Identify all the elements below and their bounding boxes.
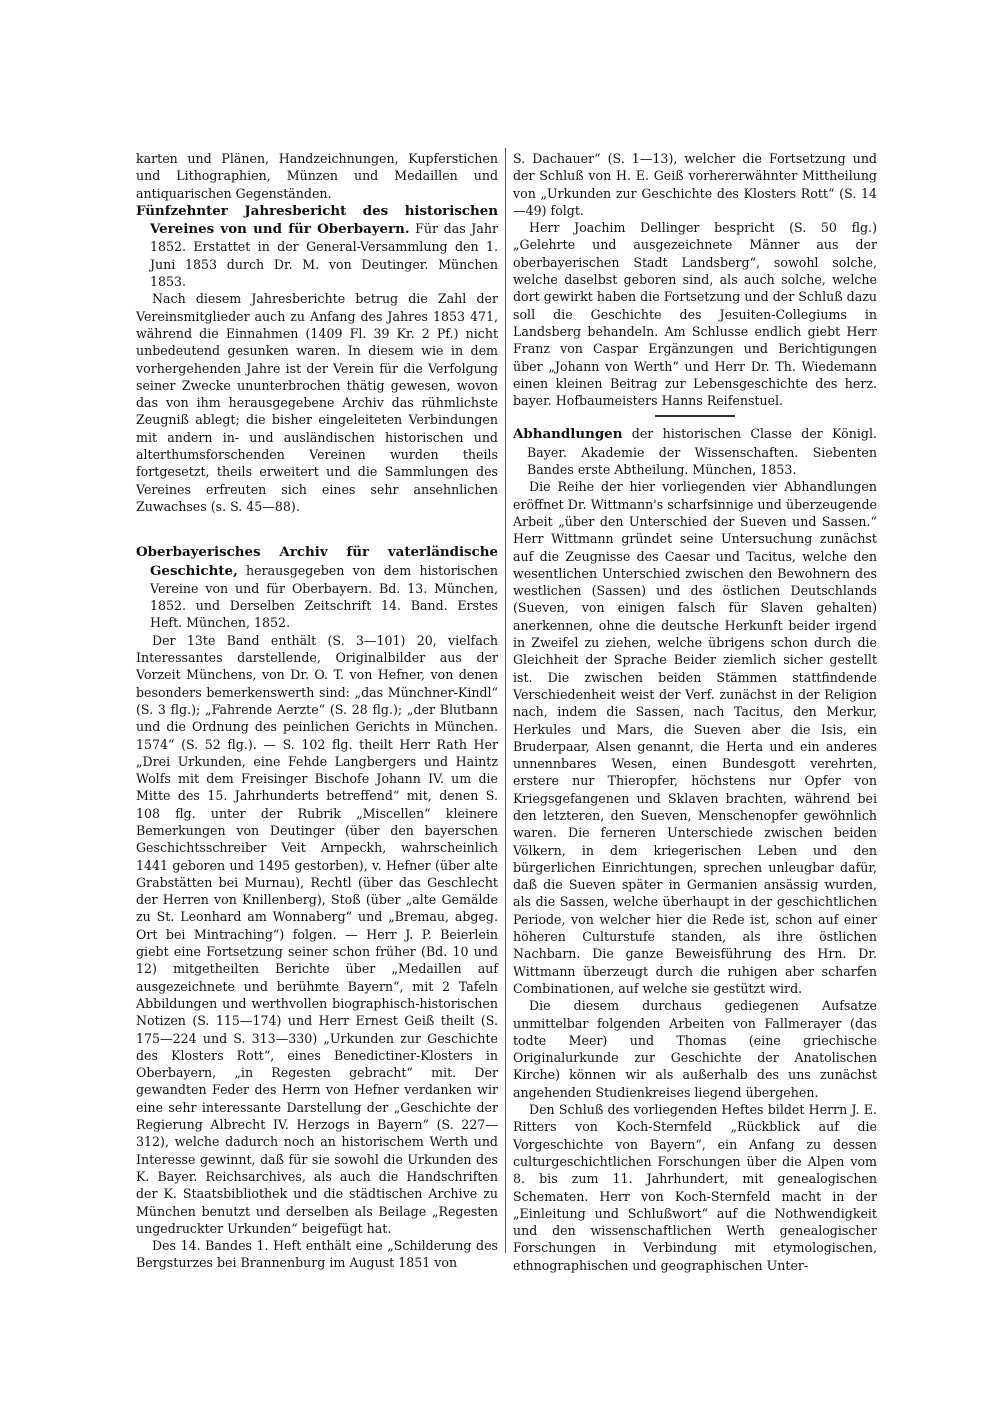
abhandlungen-title: Abhandlungen [513,426,623,443]
paragraph: karten und Plänen, Handzeichnungen, Kupferstichen und Lithographien, Münzen und Medaillen und antiquarischen Gegenständen. [136,151,498,201]
paragraph: Die diesem durchaus gediegenen Aufsatze unmittelbar folgenden Arbeiten von Fallmerayer (das todte Meer) und Thomas (eine griechische Originalurkunde zur Geschichte der Anatolischen Kirche) können wir als außerhalb des uns zunächst angehenden Studienkreises liegend übergehen. [513,998,877,1100]
paragraph: Die Reihe der hier vorliegenden vier Abhandlungen eröffnet Dr. Wittmann's scharfsinnige und überzeugende Arbeit „über den Unterschied der Sueven und Sassen.“ Herr Wittmann gründet seine Untersuchung zunächst auf die Zeugnisse des Caesar und Tacitus, welche den wesentlichen Unterschied zwischen den Bewohnern des westlichen (Sassen) und des östlichen Deutschlands (Sueven, von einigen falsch für Slaven gehalten) anerkennen, ohne die deutsche Herkunft beider irgend in Zweifel zu ziehen, welche übrigens schon durch die Gleichheit der Sprache Beider ziemlich sicher gestellt ist. Die zwischen beiden Stämmen stattfindende Verschiedenheit weist der Verf. zunächst in der Religion nach, indem die Sassen, nach Tacitus, den Merkur, Herkules und Mars, die Sueven aber die Isis, ein Bruderpaar, Alsen genannt, die Herta und ein anderes unnennbares Wesen, einen Bundesgott verehrten, erstere nur Thieropfer, höchstens nur Opfer von Kriegsgefangenen und Sklaven brachten, während bei den letzteren, den Sueven, Menschenopfer gewöhnlich waren. Die ferneren Unterschiede zwischen beiden Völkern, in dem kriegerischen Leben und den bürgerlichen Einrichtungen, sprechen unleugbar dafür, daß die Sueven später in Germanien ansässig wurden, als die Sassen, welche überhaupt in der geschichtlichen Periode, von welcher hier die Rede ist, schon auf einer höheren Culturstufe standen, als ihre östlichen Nachbarn. Die ganze Beweisführung des Hrn. Dr. Wittmann überzeugt durch die ruhigen aber scharfen Combinationen, auf welche sie gestützt wird. [513,479,877,996]
left-column [136,150,498,1272]
archiv-title: Oberbayerisches Archiv für vaterländische Geschichte, [136,544,498,579]
paragraph: S. Dachauer“ (S. 1—13), welcher die Fortsetzung und der Schluß von H. E. Geiß vorhererwähnter Mittheilung von „Urkunden zur Geschichte des Klosters Rott“ (S. 14—49) folgt. [513,151,877,218]
column-divider [505,148,506,1253]
right-column [513,150,877,1274]
report-entry [136,202,498,290]
paragraph: Herr Joachim Dellinger bespricht (S. 50 flg.) „Gelehrte und ausgezeichnete Männer aus der oberbayerischen Stadt Landsberg“, sowohl solche, welche daselbst geboren sind, als auch solche, welche dort gewirkt haben die Fortsetzung und der Schluß dazu soll die Geschichte des Jesuiten-Collegiums in Landsberg behandeln. Am Schlusse endlich giebt Herr Franz von Caspar Ergänzungen und Berichtigungen über „Johann von Werth“ und Herr Dr. Th. Wiedemann einen kleinen Beitrag zur Lebensgeschichte des herz. bayer. Hofbaumeisters Hanns Reifenstuel. [513,220,877,409]
spacer [136,515,498,543]
section-rule [655,415,735,417]
paragraph: Nach diesem Jahresberichte betrug die Zahl der Vereinsmitglieder auch zu Anfang des Jahres 1853 471, während die Einnahmen (1409 Fl. 39 Kr. 2 Pf.) nicht unbedeutend gesunken waren. In diesem wie in dem vorhergehenden Jahre ist der Verein für die Verfolgung seiner Zwecke ununterbrochen thätig gewesen, wovon das von ihm herausgegebene Archiv das rühmlichste Zeugniß ablegt; die bisher eingeleiteten Verbindungen mit andern in- und ausländischen historischen und alterthumsforschenden Vereinen wurden theils fortgesetzt, theils erweitert und die Sammlungen des Vereines erfreuten sich eines sehr ansehnlichen Zuwachses (s. S. 45—88). [136,291,498,514]
archiv-entry [136,543,498,631]
paragraph: Des 14. Bandes 1. Heft enthält eine „Schilderung des Bergsturzes bei Brannenburg im August 1851 von [136,1238,498,1271]
paragraph: Den Schluß des vorliegenden Heftes bildet Herrn J. E. Ritters von Koch-Sternfeld „Rückblick auf die Vorgeschichte von Bayern“, ein Anfang zu dessen culturgeschichtlichen Forschungen über die Alpen vom 8. bis zum 11. Jahrhundert, mit genealogischen Schematen. Herr von Koch-Sternfeld macht in der „Einleitung und Schlußwort“ auf die Nothwendigkeit und den wissenschaftlichen Werth genealogischer Forschungen in Verbindung mit etymologischen, ethnographischen und geographischen Unter- [513,1102,877,1273]
report-subtitle: Für das Jahr 1852. Erstattet in der General-Versammlung den 1. Juni 1853 durch Dr. M. von Deutinger. München 1853. [150,221,498,290]
abhandlungen-subtitle: der historischen Classe der Königl. Bayer. Akademie der Wissenschaften. Siebenten Bandes erste Abtheilung. München, 1853. [527,426,877,478]
report-title: Fünfzehnter Jahresbericht des historischen Vereines von und für Oberbayern. [136,202,498,238]
abhandlungen-entry [513,425,877,478]
paragraph: Der 13te Band enthält (S. 3—101) 20, vielfach Interessantes darstellende, Originalbilder aus der Vorzeit Münchens, von Dr. O. T. von Hefner, von denen besonders bemerkenswerth sind: „das Münchner-Kindl“ (S. 3 flg.); „Fahrende Aerzte“ (S. 28 flg.); „der Blutbann und die Ordnung des peinlichen Gerichts in München. 1574“ (S. 52 flg.). — S. 102 flg. theilt Herr Rath Her „Drei Urkunden, eine Fehde Langbergers und Haintz Wolfs mit dem Freisinger Bischofe Johann IV. um die Mitte des 15. Jahrhunderts betreffend“ mit, denen S. 108 flg. unter der Rubrik „Miscellen“ kleinere Bemerkungen von Deutinger (über den bayerschen Geschichtsschreiber Veit Arnpeckh, wahrscheinlich 1441 geboren und 1495 gestorben), v. Hefner (über alte Grabstätten bei Murnau), Rechtl (über das Geschlecht der Herren von Knillenberg), Stoß (über „alte Gemälde zu St. Leonhard am Wonnaberg“ und „Bremau, abgeg. Ort bei Mintraching“) folgen. — Herr J. P. Beierlein giebt eine Fortsetzung seiner schon früher (Bd. 10 und 12) mitgetheilten Berichte über „Medaillen auf ausgezeichnete und berühmte Bayern“, mit 2 Tafeln Abbildungen und werthvollen biographisch-historischen Notizen (S. 115—174) und Herr Ernest Geiß theilt (S. 175—224 und S. 313—330) „Urkunden zur Geschichte des Klosters Rott“, eines Benedictiner-Klosters in Oberbayern, „in Regesten gebracht“ mit. Der gewandten Feder des Herrn von Hefner verdanken wir eine sehr interessante Darstellung der „Geschichte der Regierung Albrecht IV. Herzogs in Bayern“ (S. 227—312), welche dadurch noch an historischem Werth und Interesse gewinnt, daß für sie sowohl die Urkunden des K. Bayer. Reichsarchives, als auch die Handschriften der K. Staatsbibliothek und die städtischen Archive zu München benutzt und derselben als Beilage „Regesten ungedruckter Urkunden“ beigefügt hat. [136,632,498,1236]
archiv-subtitle: herausgegeben von dem historischen Vereine von und für Oberbayern. Bd. 13. München, 1852. und Derselben Zeitschrift 14. Band. Erstes Heft. München, 1852. [150,562,498,631]
